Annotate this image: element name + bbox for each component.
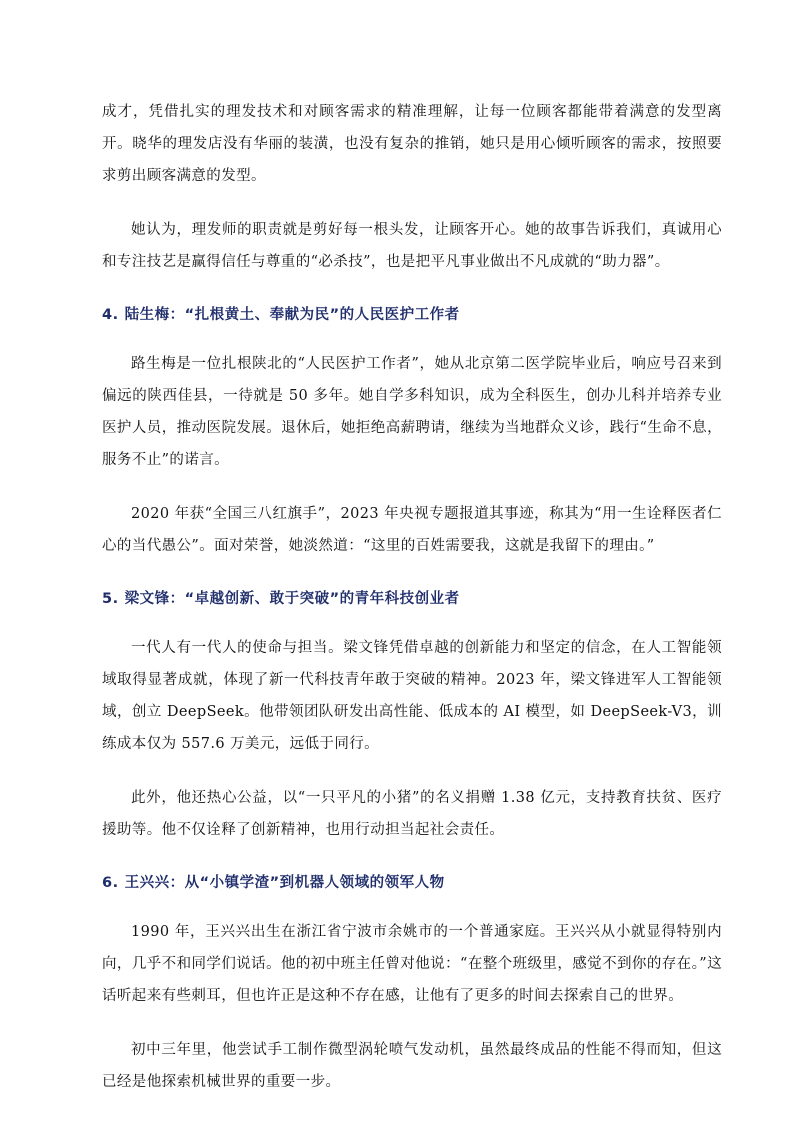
section-5 (102, 584, 722, 846)
section-title: 陆生梅：“扎根黄土、奉献为民”的人民医护工作者 (124, 307, 460, 323)
section-6 (102, 868, 722, 1098)
intro-paragraph-1: 成才，凭借扎实的理发技术和对顾客需求的精准理解，让每一位顾客都能带着满意的发型离开。晓华的理发店没有华丽的装潢，也没有复杂的推销，她只是用心倾听顾客的需求，按照要求剪出顾客满意的发型。 (102, 104, 722, 184)
section-paragraph: 此外，他还热心公益，以“一只平凡的小猪”的名义捐赠 1.38 亿元，支持教育扶贫、医疗援助等。他不仅诠释了创新精神，也用行动担当起社会责任。 (102, 790, 722, 838)
section-paragraph: 路生梅是一位扎根陕北的“人民医护工作者”，她从北京第二医学院毕业后，响应号召来到偏远的陕西佳县，一待就是 50 多年。她自学多科知识，成为全科医生，创办儿科并培养专业医护人员，推动医院发展。退休后，她拒绝高薪聘请，继续为当地群众义诊，践行“生命不息，服务不止”的诺言。 (102, 356, 722, 468)
section-heading (102, 868, 722, 898)
intro-paragraph-2: 她认为，理发师的职责就是剪好每一根头发，让顾客开心。她的故事告诉我们，真诚用心和专注技艺是赢得信任与尊重的“必杀技”，也是把平凡事业做出不凡成就的“助力器”。 (102, 222, 722, 270)
section-number: 5. (102, 591, 119, 607)
section-4 (102, 300, 722, 562)
section-heading (102, 300, 722, 330)
section-paragraph: 2020 年获“全国三八红旗手”，2023 年央视专题报道其事迹，称其为“用一生诠释医者仁心的当代愚公”。面对荣誉，她淡然道：“这里的百姓需要我，这就是我留下的理由。” (102, 506, 722, 554)
section-number: 6. (102, 875, 119, 891)
section-title: 梁文锋：“卓越创新、敢于突破”的青年科技创业者 (124, 591, 460, 607)
section-paragraph: 1990 年，王兴兴出生在浙江省宁波市余姚市的一个普通家庭。王兴兴从小就显得特别内向，几乎不和同学们说话。他的初中班主任曾对他说：“在整个班级里，感觉不到你的存在。”这话听起来有些刺耳，但也许正是这种不存在感，让他有了更多的时间去探索自己的世界。 (102, 924, 722, 1004)
section-heading (102, 584, 722, 614)
section-paragraph: 一代人有一代人的使命与担当。梁文锋凭借卓越的创新能力和坚定的信念，在人工智能领域取得显著成就，体现了新一代科技青年敢于突破的精神。2023 年，梁文锋进军人工智能领域，创立 DeepSeek。他带领团队研发出高性能、低成本的 AI 模型，如 DeepSeek-V3，训练成本仅为 557.6 万美元，远低于同行。 (102, 640, 722, 752)
section-paragraph: 初中三年里，他尝试手工制作微型涡轮喷气发动机，虽然最终成品的性能不得而知，但这已经是他探索机械世界的重要一步。 (102, 1042, 722, 1090)
section-number: 4. (102, 307, 119, 323)
document-body (102, 96, 722, 1120)
section-title: 王兴兴：从“小镇学渣”到机器人领域的领军人物 (124, 875, 445, 891)
